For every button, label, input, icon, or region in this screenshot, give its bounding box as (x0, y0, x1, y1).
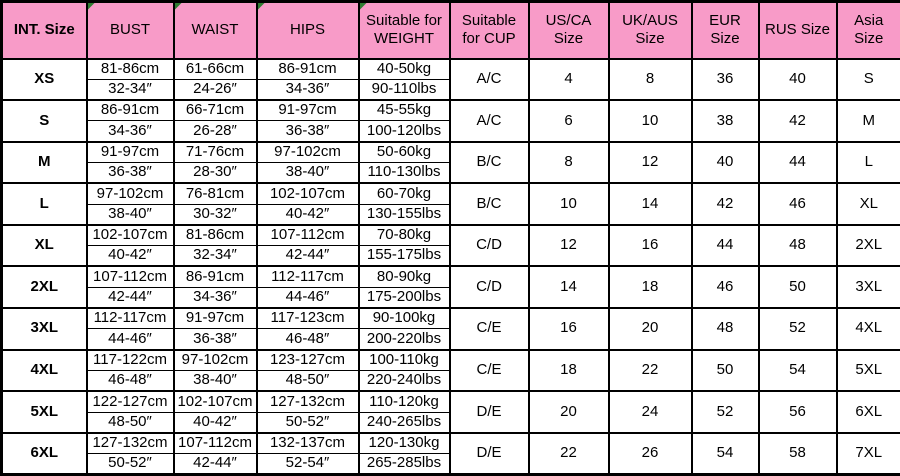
header-cell-int-size (2, 2, 87, 59)
ukaus-cell: 16 (609, 225, 692, 267)
header-label: BUST (110, 21, 150, 38)
header-label: WAIST (192, 21, 239, 38)
hips-metric-cell: 112-117cm (257, 266, 359, 287)
cup-cell: C/D (450, 225, 529, 267)
weight-metric-cell: 80-90kg (359, 266, 450, 287)
weight-metric-cell: 45-55kg (359, 100, 450, 121)
bust-imperial-cell: 46-48″ (87, 370, 174, 391)
bust-metric-cell: 127-132cm (87, 433, 174, 454)
bust-imperial-cell: 38-40″ (87, 204, 174, 225)
size-cell: XL (2, 225, 87, 267)
weight-imperial-cell: 220-240lbs (359, 370, 450, 391)
hips-imperial-cell: 46-48″ (257, 329, 359, 350)
ukaus-cell: 8 (609, 59, 692, 101)
weight-imperial-cell: 110-130lbs (359, 162, 450, 183)
waist-imperial-cell: 40-42″ (174, 412, 257, 433)
rus-cell: 52 (759, 308, 837, 350)
weight-metric-cell: 60-70kg (359, 183, 450, 204)
weight-imperial-cell: 130-155lbs (359, 204, 450, 225)
weight-imperial-cell: 100-120lbs (359, 121, 450, 142)
weight-metric-cell: 70-80kg (359, 225, 450, 246)
waist-imperial-cell: 24-26″ (174, 79, 257, 100)
error-marker-icon (258, 3, 265, 10)
header-cell-bust (87, 2, 174, 59)
hips-metric-cell: 127-132cm (257, 391, 359, 412)
hips-imperial-cell: 48-50″ (257, 370, 359, 391)
rus-cell: 58 (759, 433, 837, 475)
weight-metric-cell: 90-100kg (359, 308, 450, 329)
eur-cell: 50 (692, 350, 759, 392)
waist-imperial-cell: 30-32″ (174, 204, 257, 225)
header-label: UK/AUS Size (622, 12, 678, 48)
waist-imperial-cell: 26-28″ (174, 121, 257, 142)
usca-cell: 4 (529, 59, 609, 101)
ukaus-cell: 14 (609, 183, 692, 225)
header-label: EUR Size (709, 12, 741, 48)
usca-cell: 8 (529, 142, 609, 184)
header-label: RUS Size (765, 21, 830, 38)
hips-metric-cell: 123-127cm (257, 350, 359, 371)
hips-metric-cell: 132-137cm (257, 433, 359, 454)
header-cell-usca (529, 2, 609, 59)
hips-imperial-cell: 52-54″ (257, 454, 359, 475)
header-cell-waist (174, 2, 257, 59)
bust-metric-cell: 86-91cm (87, 100, 174, 121)
cup-cell: B/C (450, 142, 529, 184)
asia-cell: 5XL (837, 350, 900, 392)
weight-metric-cell: 50-60kg (359, 142, 450, 163)
waist-metric-cell: 81-86cm (174, 225, 257, 246)
weight-imperial-cell: 200-220lbs (359, 329, 450, 350)
bust-metric-cell: 117-122cm (87, 350, 174, 371)
hips-imperial-cell: 50-52″ (257, 412, 359, 433)
ukaus-cell: 12 (609, 142, 692, 184)
asia-cell: 2XL (837, 225, 900, 267)
header-row (2, 2, 900, 59)
size-row-metric (2, 391, 900, 412)
cup-cell: A/C (450, 59, 529, 101)
hips-imperial-cell: 42-44″ (257, 246, 359, 267)
waist-metric-cell: 71-76cm (174, 142, 257, 163)
hips-imperial-cell: 34-36″ (257, 79, 359, 100)
eur-cell: 42 (692, 183, 759, 225)
table-header (2, 2, 900, 59)
usca-cell: 10 (529, 183, 609, 225)
eur-cell: 54 (692, 433, 759, 475)
hips-imperial-cell: 44-46″ (257, 287, 359, 308)
error-marker-icon (88, 3, 95, 10)
size-cell: XS (2, 59, 87, 101)
bust-imperial-cell: 50-52″ (87, 454, 174, 475)
ukaus-cell: 18 (609, 266, 692, 308)
waist-metric-cell: 86-91cm (174, 266, 257, 287)
bust-metric-cell: 102-107cm (87, 225, 174, 246)
waist-imperial-cell: 34-36″ (174, 287, 257, 308)
waist-metric-cell: 102-107cm (174, 391, 257, 412)
bust-metric-cell: 107-112cm (87, 266, 174, 287)
asia-cell: 4XL (837, 308, 900, 350)
size-row-metric (2, 59, 900, 80)
cup-cell: A/C (450, 100, 529, 142)
weight-metric-cell: 40-50kg (359, 59, 450, 80)
bust-imperial-cell: 48-50″ (87, 412, 174, 433)
weight-metric-cell: 110-120kg (359, 391, 450, 412)
size-cell: 2XL (2, 266, 87, 308)
hips-imperial-cell: 38-40″ (257, 162, 359, 183)
weight-metric-cell: 100-110kg (359, 350, 450, 371)
hips-metric-cell: 91-97cm (257, 100, 359, 121)
rus-cell: 54 (759, 350, 837, 392)
usca-cell: 14 (529, 266, 609, 308)
size-cell: M (2, 142, 87, 184)
hips-metric-cell: 102-107cm (257, 183, 359, 204)
rus-cell: 40 (759, 59, 837, 101)
header-label: Suitable for WEIGHT (366, 12, 442, 48)
eur-cell: 36 (692, 59, 759, 101)
waist-imperial-cell: 28-30″ (174, 162, 257, 183)
bust-imperial-cell: 36-38″ (87, 162, 174, 183)
waist-metric-cell: 66-71cm (174, 100, 257, 121)
bust-imperial-cell: 34-36″ (87, 121, 174, 142)
rus-cell: 44 (759, 142, 837, 184)
rus-cell: 48 (759, 225, 837, 267)
weight-imperial-cell: 175-200lbs (359, 287, 450, 308)
usca-cell: 16 (529, 308, 609, 350)
ukaus-cell: 26 (609, 433, 692, 475)
size-row-metric (2, 142, 900, 163)
header-cell-cup (450, 2, 529, 59)
bust-metric-cell: 112-117cm (87, 308, 174, 329)
waist-imperial-cell: 36-38″ (174, 329, 257, 350)
cup-cell: B/C (450, 183, 529, 225)
header-cell-rus (759, 2, 837, 59)
usca-cell: 20 (529, 391, 609, 433)
eur-cell: 40 (692, 142, 759, 184)
asia-cell: S (837, 59, 900, 101)
hips-metric-cell: 117-123cm (257, 308, 359, 329)
header-cell-weight (359, 2, 450, 59)
ukaus-cell: 22 (609, 350, 692, 392)
asia-cell: 6XL (837, 391, 900, 433)
rus-cell: 46 (759, 183, 837, 225)
header-cell-asia (837, 2, 900, 59)
cup-cell: C/D (450, 266, 529, 308)
eur-cell: 38 (692, 100, 759, 142)
size-cell: 5XL (2, 391, 87, 433)
cup-cell: C/E (450, 350, 529, 392)
bust-imperial-cell: 32-34″ (87, 79, 174, 100)
weight-imperial-cell: 90-110lbs (359, 79, 450, 100)
bust-metric-cell: 91-97cm (87, 142, 174, 163)
waist-metric-cell: 97-102cm (174, 350, 257, 371)
bust-metric-cell: 97-102cm (87, 183, 174, 204)
bust-imperial-cell: 44-46″ (87, 329, 174, 350)
hips-metric-cell: 97-102cm (257, 142, 359, 163)
size-row-metric (2, 433, 900, 454)
size-row-metric (2, 266, 900, 287)
header-label: Suitable for CUP (462, 12, 516, 48)
ukaus-cell: 24 (609, 391, 692, 433)
bust-metric-cell: 81-86cm (87, 59, 174, 80)
hips-imperial-cell: 40-42″ (257, 204, 359, 225)
header-label: US/CA Size (546, 12, 592, 48)
size-cell: L (2, 183, 87, 225)
size-row-metric (2, 350, 900, 371)
header-cell-eur (692, 2, 759, 59)
size-cell: 6XL (2, 433, 87, 475)
asia-cell: M (837, 100, 900, 142)
cup-cell: D/E (450, 391, 529, 433)
header-label: INT. Size (14, 21, 75, 38)
waist-metric-cell: 76-81cm (174, 183, 257, 204)
hips-imperial-cell: 36-38″ (257, 121, 359, 142)
header-label: HIPS (290, 21, 325, 38)
weight-imperial-cell: 265-285lbs (359, 454, 450, 475)
eur-cell: 46 (692, 266, 759, 308)
asia-cell: 7XL (837, 433, 900, 475)
header-cell-hips (257, 2, 359, 59)
ukaus-cell: 20 (609, 308, 692, 350)
bust-metric-cell: 122-127cm (87, 391, 174, 412)
size-row-metric (2, 183, 900, 204)
header-cell-ukaus (609, 2, 692, 59)
usca-cell: 6 (529, 100, 609, 142)
bust-imperial-cell: 40-42″ (87, 246, 174, 267)
size-row-metric (2, 308, 900, 329)
weight-metric-cell: 120-130kg (359, 433, 450, 454)
usca-cell: 18 (529, 350, 609, 392)
eur-cell: 52 (692, 391, 759, 433)
hips-metric-cell: 86-91cm (257, 59, 359, 80)
cup-cell: C/E (450, 308, 529, 350)
hips-metric-cell: 107-112cm (257, 225, 359, 246)
waist-imperial-cell: 32-34″ (174, 246, 257, 267)
cup-cell: D/E (450, 433, 529, 475)
size-rows (2, 59, 900, 475)
error-marker-icon (175, 3, 182, 10)
weight-imperial-cell: 155-175lbs (359, 246, 450, 267)
asia-cell: L (837, 142, 900, 184)
waist-metric-cell: 91-97cm (174, 308, 257, 329)
size-cell: S (2, 100, 87, 142)
size-cell: 4XL (2, 350, 87, 392)
eur-cell: 44 (692, 225, 759, 267)
waist-imperial-cell: 42-44″ (174, 454, 257, 475)
bust-imperial-cell: 42-44″ (87, 287, 174, 308)
usca-cell: 22 (529, 433, 609, 475)
rus-cell: 56 (759, 391, 837, 433)
asia-cell: XL (837, 183, 900, 225)
waist-metric-cell: 61-66cm (174, 59, 257, 80)
rus-cell: 42 (759, 100, 837, 142)
weight-imperial-cell: 240-265lbs (359, 412, 450, 433)
usca-cell: 12 (529, 225, 609, 267)
asia-cell: 3XL (837, 266, 900, 308)
rus-cell: 50 (759, 266, 837, 308)
size-row-metric (2, 100, 900, 121)
waist-metric-cell: 107-112cm (174, 433, 257, 454)
ukaus-cell: 10 (609, 100, 692, 142)
header-label: Asia Size (854, 12, 883, 48)
error-marker-icon (360, 3, 367, 10)
size-cell: 3XL (2, 308, 87, 350)
size-row-metric (2, 225, 900, 246)
waist-imperial-cell: 38-40″ (174, 370, 257, 391)
eur-cell: 48 (692, 308, 759, 350)
